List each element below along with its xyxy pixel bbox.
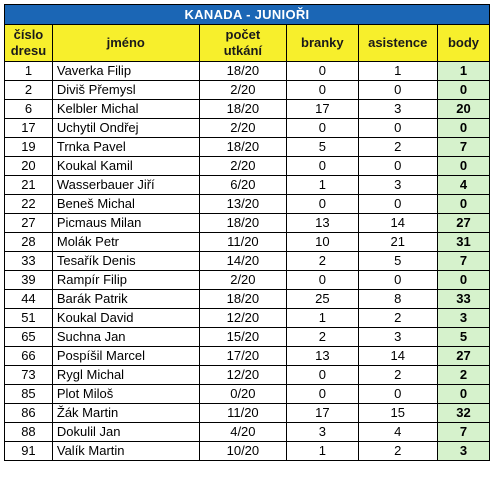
cell-player-name: Tesařík Denis — [52, 252, 199, 271]
header-games-line2: utkání — [223, 43, 263, 58]
cell-points: 0 — [437, 195, 489, 214]
cell-jersey-number: 66 — [5, 347, 53, 366]
cell-assists: 0 — [358, 81, 437, 100]
cell-assists: 0 — [358, 385, 437, 404]
cell-games: 2/20 — [199, 119, 287, 138]
table-title: KANADA - JUNIOŘI — [5, 5, 490, 25]
cell-assists: 21 — [358, 233, 437, 252]
table-row — [5, 252, 490, 271]
cell-points: 7 — [437, 423, 489, 442]
cell-player-name: Molák Petr — [52, 233, 199, 252]
table-row — [5, 214, 490, 233]
table-row — [5, 100, 490, 119]
cell-goals: 0 — [287, 195, 358, 214]
cell-games: 18/20 — [199, 100, 287, 119]
cell-jersey-number: 17 — [5, 119, 53, 138]
table-row — [5, 347, 490, 366]
cell-points: 7 — [437, 252, 489, 271]
cell-jersey-number: 91 — [5, 442, 53, 461]
stats-table-container — [4, 4, 490, 461]
cell-goals: 0 — [287, 385, 358, 404]
cell-jersey-number: 27 — [5, 214, 53, 233]
cell-games: 6/20 — [199, 176, 287, 195]
cell-jersey-number: 65 — [5, 328, 53, 347]
cell-points: 27 — [437, 347, 489, 366]
cell-games: 12/20 — [199, 366, 287, 385]
cell-games: 18/20 — [199, 214, 287, 233]
cell-games: 11/20 — [199, 233, 287, 252]
cell-assists: 14 — [358, 347, 437, 366]
cell-assists: 14 — [358, 214, 437, 233]
cell-jersey-number: 20 — [5, 157, 53, 176]
table-row — [5, 328, 490, 347]
cell-goals: 2 — [287, 252, 358, 271]
cell-player-name: Trnka Pavel — [52, 138, 199, 157]
table-row — [5, 176, 490, 195]
cell-points: 0 — [437, 385, 489, 404]
cell-assists: 0 — [358, 119, 437, 138]
cell-assists: 0 — [358, 195, 437, 214]
cell-goals: 0 — [287, 157, 358, 176]
cell-games: 14/20 — [199, 252, 287, 271]
cell-assists: 2 — [358, 309, 437, 328]
header-goals: branky — [287, 25, 358, 62]
cell-goals: 1 — [287, 442, 358, 461]
cell-assists: 8 — [358, 290, 437, 309]
cell-jersey-number: 86 — [5, 404, 53, 423]
cell-jersey-number: 73 — [5, 366, 53, 385]
cell-goals: 17 — [287, 100, 358, 119]
table-row — [5, 138, 490, 157]
cell-jersey-number: 21 — [5, 176, 53, 195]
player-stats-table — [4, 4, 490, 461]
cell-jersey-number: 33 — [5, 252, 53, 271]
header-games — [199, 25, 287, 62]
table-row — [5, 385, 490, 404]
cell-jersey-number: 51 — [5, 309, 53, 328]
table-row — [5, 366, 490, 385]
cell-goals: 1 — [287, 309, 358, 328]
cell-points: 5 — [437, 328, 489, 347]
table-row — [5, 271, 490, 290]
cell-points: 3 — [437, 309, 489, 328]
cell-jersey-number: 19 — [5, 138, 53, 157]
cell-games: 2/20 — [199, 271, 287, 290]
cell-points: 33 — [437, 290, 489, 309]
table-row — [5, 290, 490, 309]
cell-assists: 3 — [358, 328, 437, 347]
header-assists: asistence — [358, 25, 437, 62]
cell-goals: 17 — [287, 404, 358, 423]
cell-player-name: Koukal David — [52, 309, 199, 328]
cell-jersey-number: 85 — [5, 385, 53, 404]
table-row — [5, 119, 490, 138]
cell-player-name: Pospíšil Marcel — [52, 347, 199, 366]
cell-games: 2/20 — [199, 157, 287, 176]
cell-games: 18/20 — [199, 138, 287, 157]
cell-goals: 25 — [287, 290, 358, 309]
table-row — [5, 309, 490, 328]
cell-points: 3 — [437, 442, 489, 461]
cell-assists: 0 — [358, 271, 437, 290]
cell-games: 18/20 — [199, 290, 287, 309]
table-row — [5, 233, 490, 252]
cell-goals: 2 — [287, 328, 358, 347]
cell-points: 20 — [437, 100, 489, 119]
table-row — [5, 157, 490, 176]
cell-jersey-number: 88 — [5, 423, 53, 442]
cell-goals: 13 — [287, 214, 358, 233]
cell-goals: 3 — [287, 423, 358, 442]
cell-assists: 15 — [358, 404, 437, 423]
cell-player-name: Barák Patrik — [52, 290, 199, 309]
header-name: jméno — [52, 25, 199, 62]
cell-points: 0 — [437, 157, 489, 176]
cell-player-name: Rampír Filip — [52, 271, 199, 290]
table-row — [5, 195, 490, 214]
cell-jersey-number: 39 — [5, 271, 53, 290]
cell-games: 12/20 — [199, 309, 287, 328]
table-row — [5, 62, 490, 81]
cell-games: 11/20 — [199, 404, 287, 423]
header-games-line1: počet — [225, 27, 261, 42]
cell-points: 1 — [437, 62, 489, 81]
table-row — [5, 81, 490, 100]
cell-player-name: Plot Miloš — [52, 385, 199, 404]
cell-goals: 1 — [287, 176, 358, 195]
cell-goals: 0 — [287, 271, 358, 290]
header-jersey-number — [5, 25, 53, 62]
cell-player-name: Vaverka Filip — [52, 62, 199, 81]
cell-assists: 2 — [358, 442, 437, 461]
cell-games: 2/20 — [199, 81, 287, 100]
cell-player-name: Rygl Michal — [52, 366, 199, 385]
cell-points: 7 — [437, 138, 489, 157]
cell-assists: 1 — [358, 62, 437, 81]
cell-games: 0/20 — [199, 385, 287, 404]
cell-points: 27 — [437, 214, 489, 233]
cell-player-name: Dokulil Jan — [52, 423, 199, 442]
table-body — [5, 62, 490, 461]
cell-assists: 2 — [358, 366, 437, 385]
table-row — [5, 404, 490, 423]
cell-jersey-number: 44 — [5, 290, 53, 309]
header-jersey-line1: číslo — [13, 27, 44, 42]
cell-points: 31 — [437, 233, 489, 252]
cell-player-name: Picmaus Milan — [52, 214, 199, 233]
cell-goals: 0 — [287, 366, 358, 385]
cell-goals: 0 — [287, 62, 358, 81]
cell-assists: 5 — [358, 252, 437, 271]
cell-points: 0 — [437, 119, 489, 138]
header-points: body — [437, 25, 489, 62]
table-row — [5, 423, 490, 442]
cell-games: 13/20 — [199, 195, 287, 214]
cell-player-name: Diviš Přemysl — [52, 81, 199, 100]
header-jersey-line2: dresu — [10, 43, 47, 58]
cell-player-name: Beneš Michal — [52, 195, 199, 214]
cell-points: 32 — [437, 404, 489, 423]
cell-player-name: Suchna Jan — [52, 328, 199, 347]
cell-jersey-number: 22 — [5, 195, 53, 214]
cell-games: 4/20 — [199, 423, 287, 442]
table-title-row — [5, 5, 490, 25]
cell-assists: 3 — [358, 176, 437, 195]
cell-player-name: Wasserbauer Jiří — [52, 176, 199, 195]
cell-games: 17/20 — [199, 347, 287, 366]
cell-goals: 5 — [287, 138, 358, 157]
cell-goals: 0 — [287, 81, 358, 100]
cell-points: 0 — [437, 271, 489, 290]
cell-games: 18/20 — [199, 62, 287, 81]
cell-assists: 2 — [358, 138, 437, 157]
cell-player-name: Uchytil Ondřej — [52, 119, 199, 138]
cell-goals: 10 — [287, 233, 358, 252]
cell-games: 10/20 — [199, 442, 287, 461]
cell-assists: 4 — [358, 423, 437, 442]
cell-player-name: Kelbler Michal — [52, 100, 199, 119]
cell-jersey-number: 1 — [5, 62, 53, 81]
cell-goals: 13 — [287, 347, 358, 366]
table-row — [5, 442, 490, 461]
cell-player-name: Valík Martin — [52, 442, 199, 461]
column-header-row — [5, 25, 490, 62]
cell-points: 0 — [437, 81, 489, 100]
cell-player-name: Koukal Kamil — [52, 157, 199, 176]
cell-goals: 0 — [287, 119, 358, 138]
cell-points: 2 — [437, 366, 489, 385]
cell-games: 15/20 — [199, 328, 287, 347]
cell-player-name: Žák Martin — [52, 404, 199, 423]
cell-jersey-number: 6 — [5, 100, 53, 119]
cell-assists: 3 — [358, 100, 437, 119]
cell-assists: 0 — [358, 157, 437, 176]
cell-jersey-number: 2 — [5, 81, 53, 100]
cell-jersey-number: 28 — [5, 233, 53, 252]
cell-points: 4 — [437, 176, 489, 195]
